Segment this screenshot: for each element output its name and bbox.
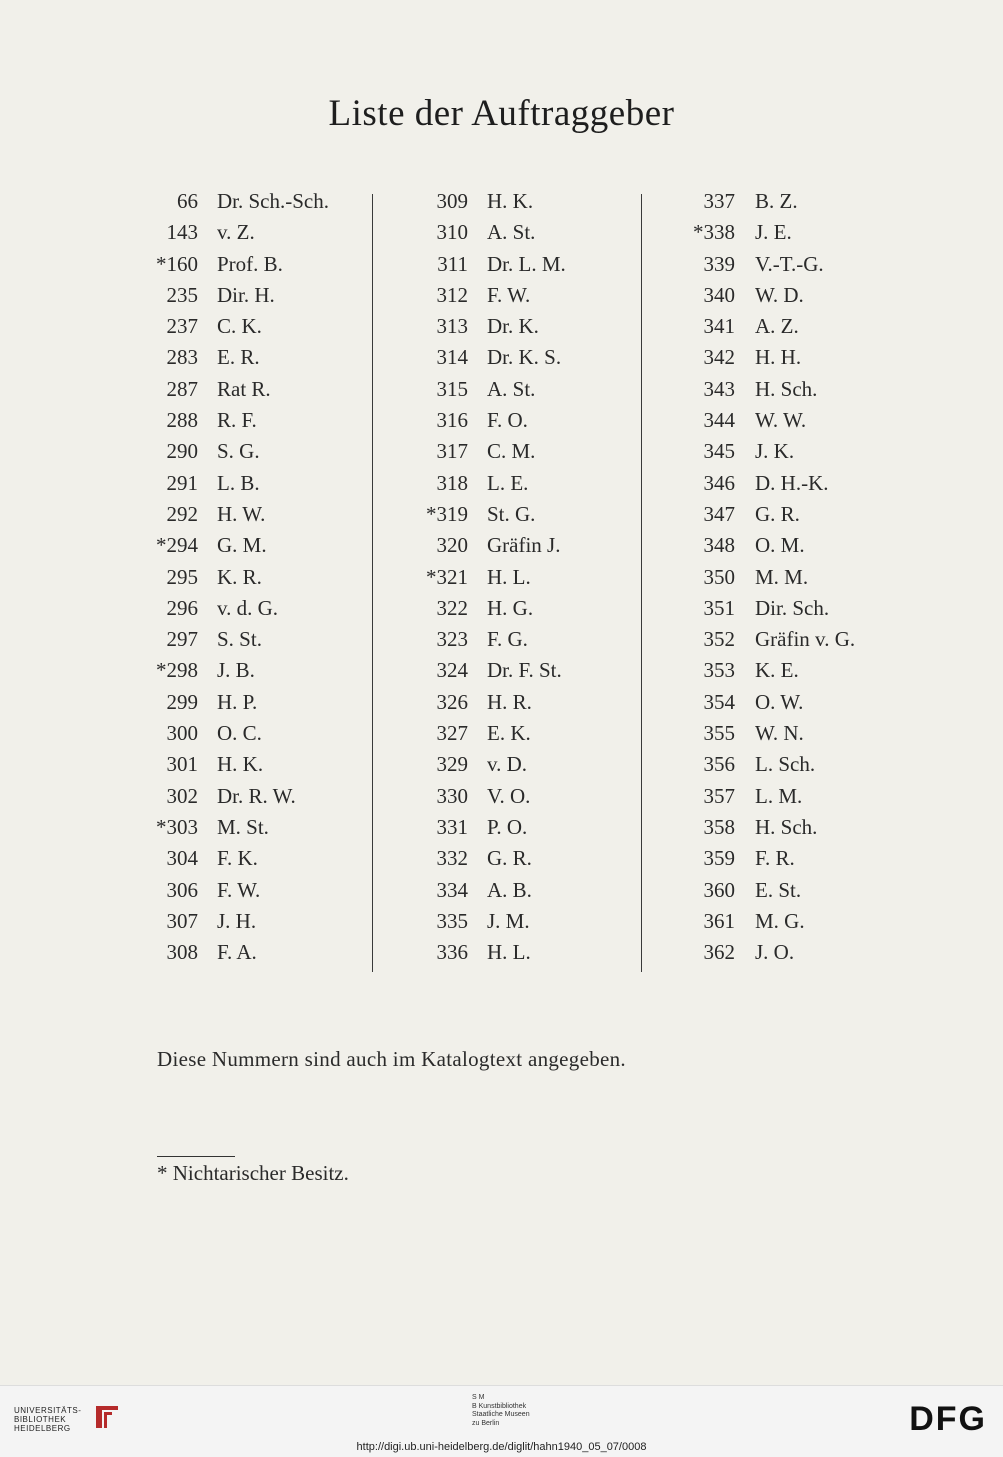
- footnote: * Nichtarischer Besitz.: [157, 1161, 349, 1185]
- client-row: [0, 593, 370, 624]
- client-row: [0, 280, 370, 311]
- catalog-number: 312: [436, 282, 468, 307]
- client-row: [0, 374, 370, 405]
- catalog-number: 317: [436, 439, 468, 464]
- client-initials: H. W.: [217, 501, 266, 526]
- client-row: [641, 186, 981, 217]
- client-row: [0, 436, 370, 467]
- client-row: [372, 468, 640, 499]
- catalog-number: 362: [703, 940, 735, 965]
- client-row: [372, 687, 640, 718]
- client-initials: E. R.: [217, 345, 260, 370]
- client-initials: J. H.: [217, 908, 257, 933]
- catalog-number: 332: [436, 846, 468, 871]
- client-initials: H. Sch.: [755, 814, 818, 839]
- client-row: [372, 906, 640, 937]
- client-row: [372, 593, 640, 624]
- client-row: [372, 217, 640, 248]
- client-row: [0, 812, 370, 843]
- client-row: [0, 217, 370, 248]
- client-row: [641, 249, 981, 280]
- client-row: [0, 749, 370, 780]
- client-initials: O. M.: [755, 533, 805, 558]
- client-row: [0, 249, 370, 280]
- client-row: [641, 562, 981, 593]
- client-initials: A. St.: [487, 220, 536, 245]
- client-row: [641, 217, 981, 248]
- client-initials: H. P.: [217, 689, 258, 714]
- client-row: [0, 311, 370, 342]
- catalog-number: 290: [166, 439, 198, 464]
- university-library-logo[interactable]: [14, 1406, 81, 1433]
- catalog-number: 324: [436, 658, 468, 683]
- client-initials: K. R.: [217, 564, 262, 589]
- client-row: [641, 843, 981, 874]
- catalog-number: 336: [436, 940, 468, 965]
- client-row: [0, 937, 370, 968]
- client-initials: S. St.: [217, 627, 262, 652]
- catalog-number: 296: [166, 595, 198, 620]
- client-initials: E. K.: [487, 721, 531, 746]
- catalog-number: 341: [703, 314, 735, 339]
- client-initials: M. G.: [755, 908, 805, 933]
- catalog-number: 322: [436, 595, 468, 620]
- client-row: [641, 311, 981, 342]
- client-initials: W. W.: [755, 408, 807, 433]
- museum-line: Staatliche Museen: [472, 1411, 530, 1418]
- client-row: [641, 499, 981, 530]
- client-row: [372, 499, 640, 530]
- client-row: [372, 749, 640, 780]
- catalog-number: 345: [703, 439, 735, 464]
- catalog-number: 353: [703, 658, 735, 683]
- client-initials: Dr. R. W.: [217, 783, 296, 808]
- client-row: [372, 280, 640, 311]
- client-initials: W. D.: [755, 282, 804, 307]
- catalog-number: 287: [166, 376, 198, 401]
- catalog-number: 359: [703, 846, 735, 871]
- logo-line: BIBLIOTHEK: [14, 1415, 67, 1424]
- client-row: [0, 186, 370, 217]
- client-initials: C. K.: [217, 314, 262, 339]
- catalog-number: 351: [703, 595, 735, 620]
- catalog-number: 304: [166, 846, 198, 871]
- catalog-number: 335: [436, 908, 468, 933]
- catalog-number: 334: [436, 877, 468, 902]
- client-initials: F. A.: [217, 940, 257, 965]
- client-row: [372, 843, 640, 874]
- client-row: [641, 655, 981, 686]
- client-column-3: [641, 186, 981, 968]
- client-initials: H. K.: [217, 752, 264, 777]
- client-initials: F. K.: [217, 846, 258, 871]
- catalog-number: 291: [166, 470, 198, 495]
- catalog-number: 301: [166, 752, 198, 777]
- client-row: [372, 655, 640, 686]
- client-row: [372, 624, 640, 655]
- client-row: [641, 530, 981, 561]
- client-initials: A. B.: [487, 877, 532, 902]
- client-row: [372, 781, 640, 812]
- client-row: [0, 781, 370, 812]
- catalog-number: 323: [436, 627, 468, 652]
- client-initials: St. G.: [487, 501, 536, 526]
- university-mark-icon: [92, 1402, 122, 1432]
- catalog-number: 350: [703, 564, 735, 589]
- catalog-number: 330: [436, 783, 468, 808]
- client-initials: M. M.: [755, 564, 809, 589]
- catalog-number: 237: [166, 314, 198, 339]
- client-initials: Dr. Sch.-Sch.: [217, 189, 329, 213]
- client-initials: O. W.: [755, 689, 804, 714]
- client-initials: A. St.: [487, 376, 536, 401]
- client-row: [372, 405, 640, 436]
- client-initials: Dir. Sch.: [755, 595, 830, 620]
- client-initials: D. H.-K.: [755, 470, 829, 495]
- client-list: [0, 186, 1003, 976]
- client-row: [372, 562, 640, 593]
- catalog-number: 300: [166, 721, 198, 746]
- client-initials: A. Z.: [755, 314, 799, 339]
- client-initials: v. d. G.: [217, 595, 279, 620]
- client-row: [0, 718, 370, 749]
- client-initials: F. W.: [487, 282, 531, 307]
- catalog-number: 348: [703, 533, 735, 558]
- client-initials: G. R.: [487, 846, 532, 871]
- catalog-number: 354: [703, 689, 735, 714]
- catalog-number: 311: [437, 251, 468, 276]
- catalog-number: *294: [156, 533, 198, 558]
- client-row: [0, 405, 370, 436]
- client-initials: K. E.: [755, 658, 799, 683]
- catalog-number: 339: [703, 251, 735, 276]
- catalog-number: *338: [693, 220, 735, 245]
- client-row: [372, 342, 640, 373]
- catalog-number: 292: [166, 501, 198, 526]
- client-row: [641, 937, 981, 968]
- client-initials: H. G.: [487, 595, 534, 620]
- client-row: [0, 530, 370, 561]
- client-initials: V. O.: [487, 783, 531, 808]
- client-initials: Dr. F. St.: [487, 658, 562, 683]
- client-row: [0, 687, 370, 718]
- catalog-number: *303: [156, 814, 198, 839]
- catalog-number: 308: [166, 940, 198, 965]
- catalog-number: 360: [703, 877, 735, 902]
- client-row: [641, 593, 981, 624]
- catalog-number: 357: [703, 783, 735, 808]
- client-initials: F. G.: [487, 627, 528, 652]
- client-initials: V.-T.-G.: [755, 251, 824, 276]
- catalog-number: 315: [436, 376, 468, 401]
- client-initials: J. E.: [755, 220, 792, 245]
- catalog-number: 361: [703, 908, 735, 933]
- client-initials: v. Z.: [217, 220, 255, 245]
- catalog-number: 327: [436, 721, 468, 746]
- client-initials: L. Sch.: [755, 752, 816, 777]
- footnote-rule: [157, 1156, 235, 1157]
- client-column-2: [372, 186, 640, 968]
- client-initials: S. G.: [217, 439, 260, 464]
- client-initials: Dr. K.: [487, 314, 539, 339]
- catalog-number: 310: [436, 220, 468, 245]
- client-row: [372, 812, 640, 843]
- page-title: Liste der Auftraggeber: [328, 93, 675, 134]
- dfg-logo[interactable]: DFG: [909, 1400, 987, 1438]
- catalog-number: 352: [703, 627, 735, 652]
- client-initials: H. L.: [487, 564, 531, 589]
- catalog-number: 283: [166, 345, 198, 370]
- client-initials: L. B.: [217, 470, 260, 495]
- client-initials: H. Sch.: [755, 376, 818, 401]
- catalog-number: 307: [166, 908, 198, 933]
- client-initials: W. N.: [755, 721, 804, 746]
- client-initials: R. F.: [217, 408, 257, 433]
- catalog-number: *160: [156, 251, 198, 276]
- client-row: [641, 718, 981, 749]
- client-row: [641, 374, 981, 405]
- client-row: [372, 436, 640, 467]
- client-row: [641, 468, 981, 499]
- catalog-number: 320: [436, 533, 468, 558]
- client-row: [0, 843, 370, 874]
- client-row: [0, 655, 370, 686]
- client-initials: Dir. H.: [217, 282, 275, 307]
- catalog-number: *319: [426, 501, 468, 526]
- client-row: [641, 781, 981, 812]
- client-initials: Gräfin J.: [487, 533, 561, 558]
- catalog-number: *298: [156, 658, 198, 683]
- client-initials: Gräfin v. G.: [755, 627, 856, 652]
- catalog-number: 66: [177, 189, 198, 213]
- client-row: [641, 812, 981, 843]
- catalog-number: 313: [436, 314, 468, 339]
- client-row: [641, 624, 981, 655]
- client-row: [0, 562, 370, 593]
- client-initials: J. O.: [755, 940, 795, 965]
- catalog-note: Diese Nummern sind auch im Katalogtext angegeben.: [157, 1047, 626, 1071]
- catalog-number: 337: [703, 189, 735, 213]
- client-row: [641, 405, 981, 436]
- client-initials: C. M.: [487, 439, 536, 464]
- catalog-number: 343: [703, 376, 735, 401]
- client-initials: Dr. L. M.: [487, 251, 566, 276]
- museum-logo[interactable]: [472, 1394, 530, 1428]
- client-row: [0, 875, 370, 906]
- catalog-number: 314: [436, 345, 468, 370]
- client-initials: Dr. K. S.: [487, 345, 562, 370]
- client-row: [372, 718, 640, 749]
- catalog-number: 299: [166, 689, 198, 714]
- catalog-number: 316: [436, 408, 468, 433]
- client-initials: H. H.: [755, 345, 802, 370]
- logo-line: HEIDELBERG: [14, 1424, 71, 1433]
- client-initials: J. B.: [217, 658, 255, 683]
- viewer-footer: [0, 1385, 1003, 1457]
- client-row: [641, 436, 981, 467]
- client-row: [0, 906, 370, 937]
- client-row: [641, 280, 981, 311]
- catalog-number: 346: [703, 470, 735, 495]
- client-row: [641, 687, 981, 718]
- client-initials: H. L.: [487, 940, 531, 965]
- client-initials: J. M.: [487, 908, 530, 933]
- catalog-number: 318: [436, 470, 468, 495]
- catalog-number: 302: [166, 783, 198, 808]
- client-initials: H. R.: [487, 689, 532, 714]
- client-initials: G. M.: [217, 533, 267, 558]
- page-url-link[interactable]: http://digi.ub.uni-heidelberg.de/diglit/hahn1940_05_07/0008: [356, 1441, 647, 1453]
- catalog-number: 340: [703, 282, 735, 307]
- catalog-number: 329: [436, 752, 468, 777]
- client-row: [372, 530, 640, 561]
- client-row: [0, 624, 370, 655]
- client-row: [641, 342, 981, 373]
- museum-line: B Kunstbibliothek: [472, 1402, 527, 1410]
- catalog-number: 288: [166, 408, 198, 433]
- client-initials: Prof. B.: [217, 251, 283, 276]
- catalog-number: 331: [436, 814, 468, 839]
- museum-line: zu Berlin: [472, 1419, 500, 1427]
- client-initials: B. Z.: [755, 189, 798, 213]
- museum-line: S M: [472, 1394, 485, 1401]
- client-row: [0, 342, 370, 373]
- client-initials: Rat R.: [217, 376, 271, 401]
- catalog-number: 344: [703, 408, 735, 433]
- client-initials: H. K.: [487, 189, 534, 213]
- catalog-number: 355: [703, 721, 735, 746]
- catalog-number: 309: [436, 189, 468, 213]
- client-initials: J. K.: [755, 439, 795, 464]
- client-row: [641, 906, 981, 937]
- client-row: [372, 186, 640, 217]
- client-column-1: [0, 186, 370, 968]
- client-row: [372, 311, 640, 342]
- client-initials: F. O.: [487, 408, 528, 433]
- client-initials: M. St.: [217, 814, 269, 839]
- client-initials: P. O.: [487, 814, 528, 839]
- catalog-number: 356: [703, 752, 735, 777]
- client-row: [372, 875, 640, 906]
- client-initials: L. E.: [487, 470, 529, 495]
- client-initials: O. C.: [217, 721, 262, 746]
- client-initials: F. R.: [755, 846, 795, 871]
- client-initials: v. D.: [487, 752, 528, 777]
- client-row: [0, 499, 370, 530]
- client-row: [372, 937, 640, 968]
- client-initials: L. M.: [755, 783, 803, 808]
- client-row: [372, 374, 640, 405]
- catalog-number: 295: [166, 564, 198, 589]
- catalog-number: 347: [703, 501, 735, 526]
- catalog-number: 297: [166, 627, 198, 652]
- client-row: [0, 468, 370, 499]
- catalog-number: 235: [166, 282, 198, 307]
- catalog-number: 342: [703, 345, 735, 370]
- catalog-number: *321: [426, 564, 468, 589]
- client-row: [641, 875, 981, 906]
- catalog-number: 306: [166, 877, 198, 902]
- client-row: [372, 249, 640, 280]
- catalog-number: 358: [703, 814, 735, 839]
- client-row: [641, 749, 981, 780]
- catalog-number: 326: [436, 689, 468, 714]
- client-initials: E. St.: [755, 877, 802, 902]
- catalog-number: 143: [166, 220, 198, 245]
- client-initials: G. R.: [755, 501, 800, 526]
- client-initials: F. W.: [217, 877, 261, 902]
- logo-line: UNIVERSITÄTS-: [14, 1406, 82, 1415]
